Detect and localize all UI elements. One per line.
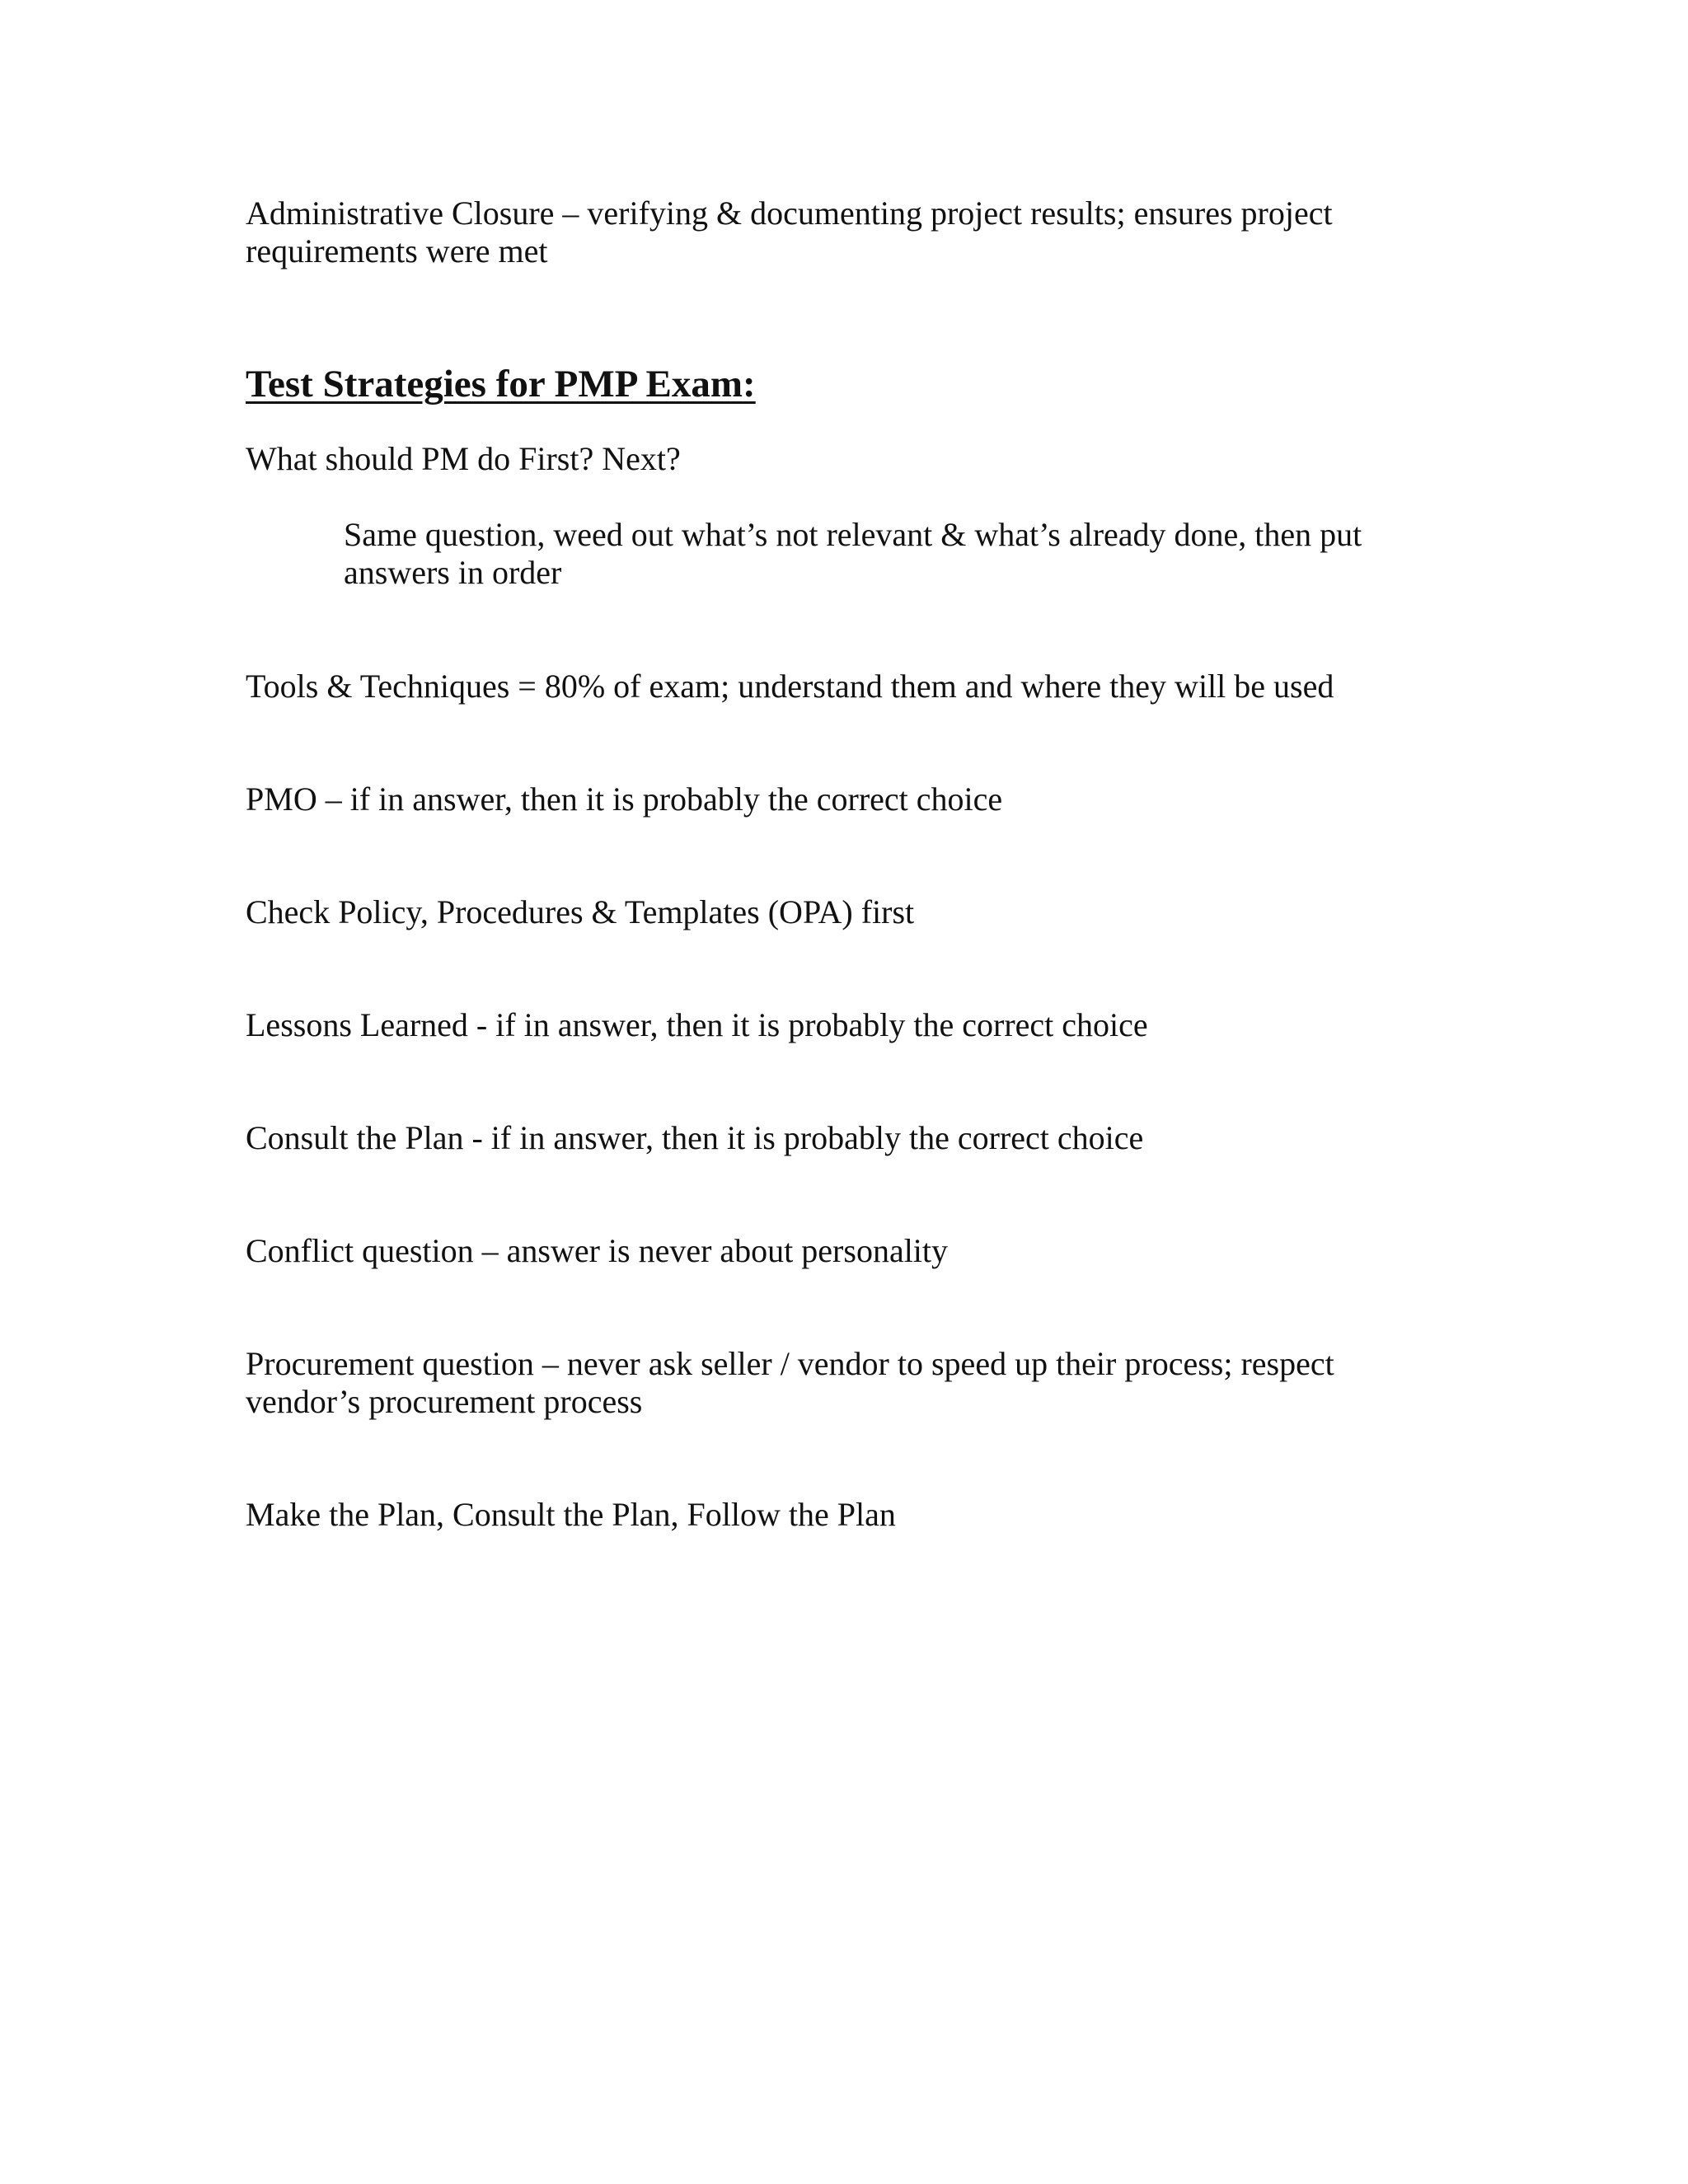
strategy-item: Check Policy, Procedures & Templates (OPA) first: [246, 893, 915, 930]
strategy-item: Conflict question – answer is never about personality: [246, 1232, 949, 1269]
strategy-item: Lessons Learned - if in answer, then it is probably the correct choice: [246, 1006, 1148, 1043]
strategy-item: PMO – if in answer, then it is probably the correct choice: [246, 780, 1003, 818]
strategy-item: Tools & Techniques = 80% of exam; understand them and where they will be used: [246, 668, 1334, 705]
strategy-item: Make the Plan, Consult the Plan, Follow the Plan: [246, 1496, 896, 1533]
strategy-item: Consult the Plan - if in answer, then it is probably the correct choice: [246, 1119, 1144, 1156]
question-paragraph: What should PM do First? Next?: [246, 440, 681, 477]
intro-paragraph: Administrative Closure – verifying & documenting project results; ensures project requirements were met: [246, 194, 1333, 269]
question-detail-paragraph: Same question, weed out what’s not relevant & what’s already done, then put answers in order: [344, 516, 1362, 591]
strategy-item: Procurement question – never ask seller / vendor to speed up their process; respect vendor’s procurement process: [246, 1345, 1334, 1420]
section-heading: Test Strategies for PMP Exam:: [246, 363, 756, 405]
